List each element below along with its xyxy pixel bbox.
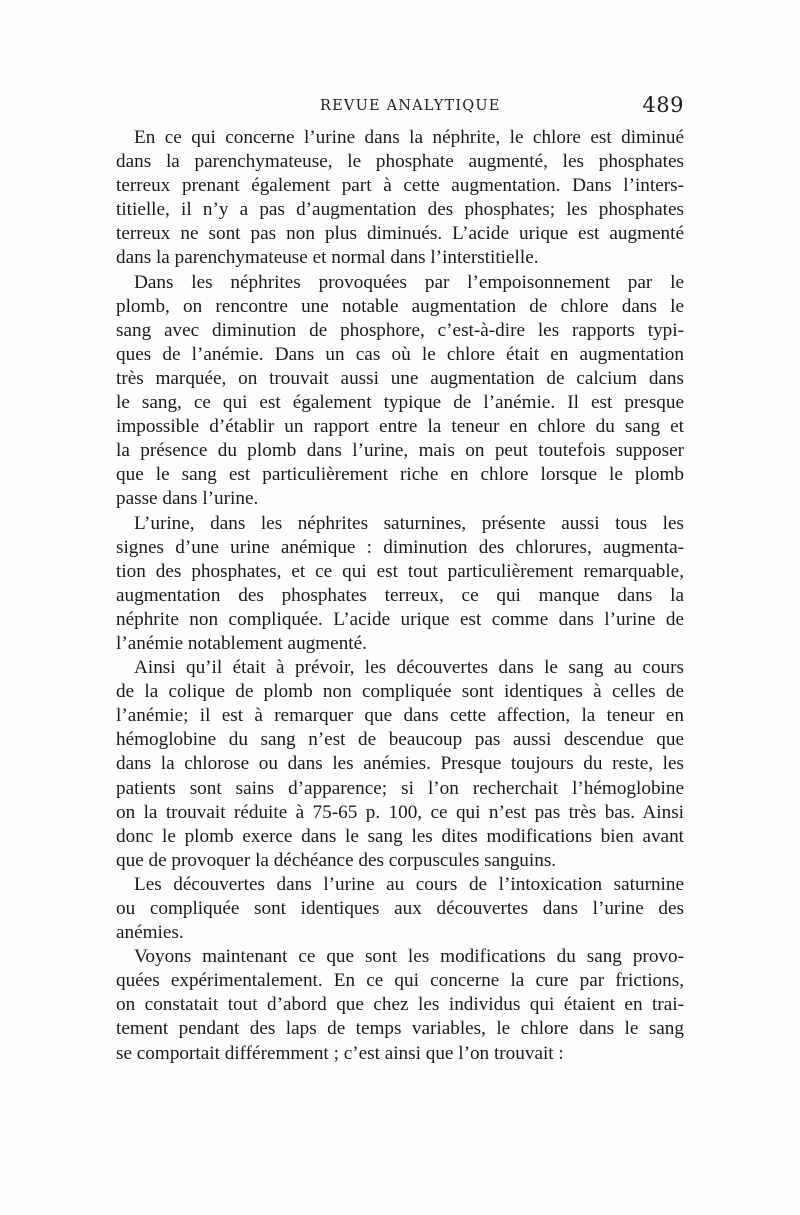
text-line: on constatait tout d’abord que chez les individus qui étaient en trai- — [116, 994, 684, 1016]
text-line: ques de l’anémie. Dans un cas où le chlore était en augmentation — [116, 343, 684, 365]
paragraph-4 — [116, 656, 684, 873]
text-line: l’anémie notablement augmenté. — [116, 632, 367, 654]
text-line: dans la chlorose ou dans les anémies. Presque toujours du reste, les — [116, 753, 684, 775]
text-line: plomb, on rencontre une notable augmentation de chlore dans le — [116, 295, 684, 317]
text-line: le sang, ce qui est également typique de l’anémie. Il est presque — [116, 392, 684, 414]
text-line: anémies. — [116, 922, 184, 944]
text-line: quées expérimentalement. En ce qui concerne la cure par frictions, — [116, 970, 684, 992]
text-line: sang avec diminution de phosphore, c’est-à-dire les rapports typi- — [116, 319, 684, 341]
text-line: patients sont sains d’apparence; si l’on recherchait l’hémoglobine — [116, 777, 684, 799]
text-line: ou compliquée sont identiques aux découvertes dans l’urine des — [116, 898, 684, 919]
text-line: terreux ne sont pas non plus diminués. L’acide urique est augmenté — [116, 223, 684, 245]
running-title: REVUE ANALYTIQUE — [320, 98, 501, 114]
paragraph-1 — [116, 126, 684, 271]
text-line: que de provoquer la déchéance des corpuscules sanguins. — [116, 849, 557, 871]
text-line: dans la parenchymateuse et normal dans l’interstitielle. — [116, 247, 539, 269]
text-line: très marquée, on trouvait aussi une augmentation de calcium dans — [116, 367, 684, 389]
text-line: tion des phosphates, et ce qui est tout particulièrement remarquable, — [116, 560, 684, 582]
paragraph-2 — [116, 271, 684, 512]
text-line: Ainsi qu’il était à prévoir, les découvertes dans le sang au cours — [134, 657, 684, 679]
text-line: dans la parenchymateuse, le phosphate augmenté, les phosphates — [116, 151, 684, 173]
paragraph-5 — [116, 873, 684, 945]
text-line: titielle, il n’y a pas d’augmentation des phosphates; les phosphates — [116, 199, 684, 221]
text-line: néphrite non compliquée. L’acide urique est comme dans l’urine de — [116, 608, 684, 630]
text-line: de la colique de plomb non compliquée sont identiques à celles de — [116, 681, 684, 703]
text-line: que le sang est particulièrement riche en chlore lorsque le plomb — [116, 464, 684, 486]
text-line: hémoglobine du sang n’est de beaucoup pas aussi descendue que — [116, 729, 684, 751]
text-line: on la trouvait réduite à 75-65 p. 100, ce qui n’est pas très bas. Ainsi — [116, 801, 684, 823]
paragraph-6 — [116, 945, 684, 1065]
text-line: Voyons maintenant ce que sont les modifications du sang provo- — [134, 946, 684, 968]
text-line: passe dans l’urine. — [116, 488, 259, 510]
text-line: donc le plomb exerce dans le sang les dites modifications bien avant — [116, 825, 684, 847]
text-line: se comportait différemment ; c’est ainsi que l’on trouvait : — [116, 1042, 564, 1064]
text-line: Dans les néphrites provoquées par l’empoisonnement par le — [134, 271, 684, 293]
running-header — [116, 93, 684, 124]
text-line: la présence du plomb dans l’urine, mais on peut toutefois supposer — [116, 440, 684, 462]
text-line: En ce qui concerne l’urine dans la néphrite, le chlore est diminué — [134, 127, 684, 148]
paragraph-3 — [116, 512, 684, 657]
text-line: tement pendant des laps de temps variables, le chlore dans le sang — [116, 1018, 684, 1040]
text-line: l’anémie; il est à remarquer que dans cette affection, la teneur en — [116, 705, 684, 727]
text-line: Les découvertes dans l’urine au cours de l’intoxication saturnine — [134, 873, 684, 895]
text-line: terreux prenant également part à cette augmentation. Dans l’inters- — [116, 175, 684, 197]
text-line: impossible d’établir un rapport entre la teneur en chlore du sang et — [116, 416, 684, 438]
text-line: L’urine, dans les néphrites saturnines, présente aussi tous les — [134, 512, 684, 534]
text-line: augmentation des phosphates terreux, ce qui manque dans la — [116, 584, 684, 606]
body-text — [116, 126, 684, 1066]
page-number: 489 — [642, 93, 684, 117]
text-line: signes d’une urine anémique : diminution des chlorures, augmenta- — [116, 536, 684, 558]
